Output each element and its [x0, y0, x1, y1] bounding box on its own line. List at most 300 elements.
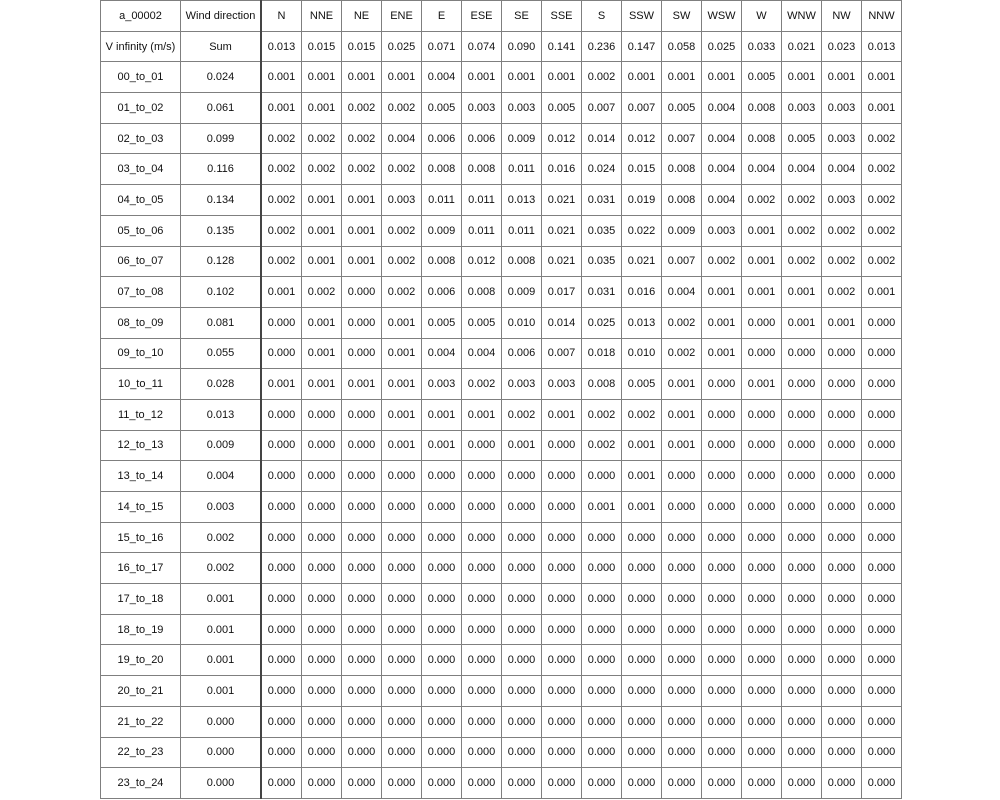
frequency-cell: 0.000	[822, 645, 862, 676]
frequency-cell: 0.009	[422, 215, 462, 246]
frequency-cell: 0.005	[622, 369, 662, 400]
frequency-cell: 0.002	[742, 185, 782, 216]
frequency-cell: 0.000	[342, 492, 382, 523]
frequency-cell: 0.001	[462, 399, 502, 430]
frequency-cell: 0.002	[261, 215, 302, 246]
frequency-cell: 0.001	[382, 399, 422, 430]
frequency-cell: 0.007	[582, 93, 622, 124]
direction-sum-cell: 0.147	[622, 31, 662, 62]
frequency-cell: 0.000	[261, 307, 302, 338]
frequency-cell: 0.003	[702, 215, 742, 246]
frequency-cell: 0.001	[542, 399, 582, 430]
frequency-cell: 0.009	[502, 277, 542, 308]
frequency-cell: 0.000	[582, 737, 622, 768]
row-sum-cell: 0.061	[181, 93, 262, 124]
frequency-cell: 0.001	[622, 430, 662, 461]
row-sum-cell: 0.001	[181, 645, 262, 676]
speed-bin-label: 03_to_04	[101, 154, 181, 185]
frequency-cell: 0.000	[862, 676, 902, 707]
frequency-cell: 0.000	[261, 737, 302, 768]
frequency-cell: 0.000	[742, 737, 782, 768]
frequency-cell: 0.002	[302, 123, 342, 154]
frequency-cell: 0.002	[302, 277, 342, 308]
frequency-cell: 0.001	[782, 307, 822, 338]
frequency-cell: 0.001	[261, 369, 302, 400]
frequency-cell: 0.000	[822, 492, 862, 523]
frequency-cell: 0.001	[742, 277, 782, 308]
frequency-cell: 0.035	[582, 246, 622, 277]
frequency-cell: 0.001	[342, 62, 382, 93]
frequency-cell: 0.004	[822, 154, 862, 185]
frequency-cell: 0.000	[462, 430, 502, 461]
frequency-cell: 0.000	[582, 768, 622, 799]
direction-header: ESE	[462, 1, 502, 32]
frequency-cell: 0.000	[342, 399, 382, 430]
row-sum-cell: 0.135	[181, 215, 262, 246]
frequency-cell: 0.000	[462, 584, 502, 615]
frequency-cell: 0.002	[342, 154, 382, 185]
frequency-cell: 0.000	[342, 277, 382, 308]
frequency-cell: 0.001	[582, 492, 622, 523]
frequency-cell: 0.000	[662, 768, 702, 799]
frequency-cell: 0.002	[622, 399, 662, 430]
row-sum-cell: 0.013	[181, 399, 262, 430]
frequency-cell: 0.008	[662, 185, 702, 216]
frequency-cell: 0.000	[302, 676, 342, 707]
frequency-cell: 0.000	[382, 737, 422, 768]
frequency-cell: 0.001	[702, 62, 742, 93]
frequency-cell: 0.001	[382, 62, 422, 93]
frequency-cell: 0.003	[542, 369, 582, 400]
frequency-cell: 0.000	[782, 706, 822, 737]
frequency-cell: 0.001	[782, 62, 822, 93]
frequency-cell: 0.000	[622, 522, 662, 553]
frequency-cell: 0.000	[342, 461, 382, 492]
frequency-cell: 0.022	[622, 215, 662, 246]
frequency-cell: 0.001	[342, 215, 382, 246]
frequency-cell: 0.031	[582, 185, 622, 216]
frequency-cell: 0.002	[662, 338, 702, 369]
direction-sum-cell: 0.141	[542, 31, 582, 62]
frequency-cell: 0.000	[542, 584, 582, 615]
frequency-cell: 0.000	[662, 492, 702, 523]
frequency-cell: 0.000	[382, 461, 422, 492]
speed-bin-label: 12_to_13	[101, 430, 181, 461]
frequency-cell: 0.000	[782, 461, 822, 492]
frequency-cell: 0.000	[302, 461, 342, 492]
frequency-cell: 0.000	[862, 307, 902, 338]
frequency-cell: 0.001	[662, 399, 702, 430]
frequency-cell: 0.000	[742, 399, 782, 430]
frequency-cell: 0.000	[382, 584, 422, 615]
table-row	[101, 307, 902, 338]
row-sum-cell: 0.102	[181, 277, 262, 308]
frequency-cell: 0.004	[702, 123, 742, 154]
frequency-cell: 0.000	[422, 737, 462, 768]
frequency-cell: 0.000	[862, 522, 902, 553]
speed-bin-label: 10_to_11	[101, 369, 181, 400]
frequency-cell: 0.002	[502, 399, 542, 430]
direction-header: WNW	[782, 1, 822, 32]
frequency-cell: 0.000	[822, 430, 862, 461]
frequency-cell: 0.003	[502, 93, 542, 124]
frequency-cell: 0.000	[662, 522, 702, 553]
frequency-cell: 0.000	[822, 584, 862, 615]
frequency-cell: 0.000	[862, 492, 902, 523]
frequency-cell: 0.004	[422, 62, 462, 93]
frequency-cell: 0.002	[382, 215, 422, 246]
frequency-cell: 0.002	[822, 246, 862, 277]
direction-header: NNW	[862, 1, 902, 32]
frequency-cell: 0.002	[582, 399, 622, 430]
frequency-cell: 0.000	[302, 645, 342, 676]
speed-bin-label: 07_to_08	[101, 277, 181, 308]
direction-sum-cell: 0.025	[702, 31, 742, 62]
frequency-cell: 0.008	[582, 369, 622, 400]
frequency-cell: 0.001	[342, 369, 382, 400]
frequency-cell: 0.000	[382, 706, 422, 737]
frequency-cell: 0.000	[822, 614, 862, 645]
frequency-cell: 0.004	[422, 338, 462, 369]
frequency-cell: 0.000	[342, 614, 382, 645]
frequency-cell: 0.009	[662, 215, 702, 246]
frequency-cell: 0.000	[702, 737, 742, 768]
frequency-cell: 0.000	[261, 706, 302, 737]
frequency-cell: 0.000	[502, 768, 542, 799]
frequency-cell: 0.000	[422, 768, 462, 799]
row-sum-cell: 0.000	[181, 706, 262, 737]
frequency-cell: 0.005	[742, 62, 782, 93]
frequency-cell: 0.000	[462, 676, 502, 707]
frequency-cell: 0.000	[502, 522, 542, 553]
frequency-cell: 0.001	[302, 307, 342, 338]
frequency-cell: 0.005	[422, 93, 462, 124]
frequency-cell: 0.001	[302, 338, 342, 369]
frequency-cell: 0.001	[342, 185, 382, 216]
frequency-cell: 0.000	[782, 338, 822, 369]
speed-bin-label: 22_to_23	[101, 737, 181, 768]
frequency-cell: 0.012	[542, 123, 582, 154]
frequency-cell: 0.000	[422, 645, 462, 676]
table-row	[101, 246, 902, 277]
table-row	[101, 338, 902, 369]
frequency-cell: 0.014	[542, 307, 582, 338]
frequency-cell: 0.001	[742, 369, 782, 400]
frequency-cell: 0.002	[302, 154, 342, 185]
direction-sum-cell: 0.025	[382, 31, 422, 62]
frequency-cell: 0.000	[662, 461, 702, 492]
frequency-cell: 0.000	[662, 737, 702, 768]
frequency-cell: 0.031	[582, 277, 622, 308]
frequency-cell: 0.000	[382, 768, 422, 799]
frequency-cell: 0.000	[342, 645, 382, 676]
frequency-cell: 0.000	[622, 614, 662, 645]
speed-bin-label: 02_to_03	[101, 123, 181, 154]
frequency-cell: 0.000	[542, 676, 582, 707]
frequency-cell: 0.000	[542, 461, 582, 492]
frequency-cell: 0.000	[462, 614, 502, 645]
frequency-cell: 0.000	[702, 461, 742, 492]
frequency-cell: 0.024	[582, 154, 622, 185]
frequency-cell: 0.001	[702, 338, 742, 369]
frequency-cell: 0.001	[382, 307, 422, 338]
frequency-cell: 0.005	[422, 307, 462, 338]
frequency-cell: 0.000	[542, 553, 582, 584]
frequency-cell: 0.000	[622, 584, 662, 615]
frequency-cell: 0.003	[822, 123, 862, 154]
frequency-cell: 0.008	[422, 154, 462, 185]
frequency-cell: 0.000	[782, 614, 822, 645]
frequency-cell: 0.001	[462, 62, 502, 93]
frequency-cell: 0.000	[702, 430, 742, 461]
direction-sum-cell: 0.013	[261, 31, 302, 62]
direction-sum-cell: 0.071	[422, 31, 462, 62]
frequency-cell: 0.001	[261, 93, 302, 124]
table-row	[101, 737, 902, 768]
frequency-cell: 0.000	[782, 492, 822, 523]
row-sum-cell: 0.081	[181, 307, 262, 338]
frequency-cell: 0.000	[342, 584, 382, 615]
frequency-cell: 0.004	[382, 123, 422, 154]
frequency-cell: 0.000	[261, 430, 302, 461]
frequency-cell: 0.002	[261, 123, 302, 154]
frequency-cell: 0.000	[862, 706, 902, 737]
frequency-cell: 0.000	[302, 522, 342, 553]
frequency-cell: 0.008	[422, 246, 462, 277]
frequency-cell: 0.002	[862, 154, 902, 185]
frequency-cell: 0.004	[702, 154, 742, 185]
frequency-cell: 0.000	[862, 737, 902, 768]
speed-bin-label: 04_to_05	[101, 185, 181, 216]
table-row	[101, 215, 902, 246]
frequency-cell: 0.000	[622, 768, 662, 799]
frequency-cell: 0.001	[261, 277, 302, 308]
direction-header: NE	[342, 1, 382, 32]
frequency-cell: 0.000	[582, 584, 622, 615]
frequency-cell: 0.000	[302, 614, 342, 645]
frequency-cell: 0.000	[462, 768, 502, 799]
row-sum-cell: 0.116	[181, 154, 262, 185]
frequency-cell: 0.010	[502, 307, 542, 338]
frequency-cell: 0.001	[822, 62, 862, 93]
frequency-cell: 0.000	[261, 614, 302, 645]
frequency-cell: 0.006	[462, 123, 502, 154]
frequency-cell: 0.002	[862, 123, 902, 154]
frequency-cell: 0.001	[302, 246, 342, 277]
table-row	[101, 369, 902, 400]
frequency-cell: 0.001	[662, 369, 702, 400]
frequency-cell: 0.001	[622, 62, 662, 93]
row-sum-cell: 0.003	[181, 492, 262, 523]
speed-bin-label: 15_to_16	[101, 522, 181, 553]
speed-bin-label: 18_to_19	[101, 614, 181, 645]
frequency-cell: 0.000	[862, 645, 902, 676]
frequency-cell: 0.000	[261, 553, 302, 584]
frequency-cell: 0.000	[702, 369, 742, 400]
frequency-cell: 0.000	[622, 676, 662, 707]
direction-header: W	[742, 1, 782, 32]
frequency-cell: 0.000	[742, 430, 782, 461]
frequency-cell: 0.001	[662, 62, 702, 93]
frequency-cell: 0.000	[662, 614, 702, 645]
frequency-cell: 0.001	[422, 430, 462, 461]
frequency-cell: 0.000	[782, 676, 822, 707]
speed-bin-label: 06_to_07	[101, 246, 181, 277]
direction-sum-cell: 0.021	[782, 31, 822, 62]
frequency-cell: 0.000	[342, 676, 382, 707]
speed-bin-label: 16_to_17	[101, 553, 181, 584]
frequency-cell: 0.001	[302, 185, 342, 216]
direction-sum-cell: 0.023	[822, 31, 862, 62]
frequency-cell: 0.000	[862, 461, 902, 492]
frequency-cell: 0.002	[462, 369, 502, 400]
frequency-cell: 0.000	[742, 768, 782, 799]
frequency-cell: 0.000	[422, 676, 462, 707]
table-row	[101, 93, 902, 124]
frequency-cell: 0.001	[742, 215, 782, 246]
frequency-cell: 0.004	[662, 277, 702, 308]
frequency-cell: 0.000	[382, 522, 422, 553]
frequency-cell: 0.000	[502, 737, 542, 768]
frequency-cell: 0.014	[582, 123, 622, 154]
frequency-cell: 0.000	[782, 399, 822, 430]
frequency-cell: 0.000	[342, 522, 382, 553]
frequency-cell: 0.000	[502, 706, 542, 737]
frequency-cell: 0.004	[782, 154, 822, 185]
speed-header: V infinity (m/s)	[101, 31, 181, 62]
frequency-cell: 0.001	[702, 277, 742, 308]
header-row	[101, 1, 902, 32]
frequency-cell: 0.010	[622, 338, 662, 369]
row-sum-cell: 0.134	[181, 185, 262, 216]
frequency-cell: 0.000	[422, 522, 462, 553]
frequency-cell: 0.021	[542, 185, 582, 216]
row-sum-cell: 0.004	[181, 461, 262, 492]
row-sum-cell: 0.009	[181, 430, 262, 461]
frequency-cell: 0.008	[462, 277, 502, 308]
frequency-cell: 0.021	[542, 246, 582, 277]
frequency-cell: 0.001	[382, 338, 422, 369]
frequency-cell: 0.008	[502, 246, 542, 277]
frequency-cell: 0.001	[782, 277, 822, 308]
frequency-cell: 0.004	[702, 185, 742, 216]
frequency-cell: 0.000	[462, 737, 502, 768]
frequency-cell: 0.000	[342, 737, 382, 768]
frequency-cell: 0.000	[261, 338, 302, 369]
table-row	[101, 706, 902, 737]
frequency-cell: 0.003	[502, 369, 542, 400]
frequency-cell: 0.002	[862, 215, 902, 246]
frequency-cell: 0.008	[742, 123, 782, 154]
frequency-cell: 0.000	[742, 522, 782, 553]
frequency-cell: 0.002	[822, 277, 862, 308]
frequency-cell: 0.016	[622, 277, 662, 308]
frequency-cell: 0.000	[422, 584, 462, 615]
frequency-cell: 0.001	[302, 369, 342, 400]
frequency-cell: 0.000	[422, 492, 462, 523]
row-sum-cell: 0.002	[181, 522, 262, 553]
frequency-cell: 0.009	[502, 123, 542, 154]
frequency-cell: 0.000	[382, 676, 422, 707]
frequency-cell: 0.000	[261, 676, 302, 707]
frequency-cell: 0.011	[462, 185, 502, 216]
frequency-cell: 0.005	[462, 307, 502, 338]
direction-sum-cell: 0.236	[582, 31, 622, 62]
frequency-cell: 0.007	[542, 338, 582, 369]
frequency-cell: 0.000	[702, 706, 742, 737]
frequency-cell: 0.000	[542, 492, 582, 523]
frequency-cell: 0.000	[261, 492, 302, 523]
frequency-cell: 0.017	[542, 277, 582, 308]
row-sum-cell: 0.000	[181, 768, 262, 799]
direction-header: SE	[502, 1, 542, 32]
frequency-cell: 0.011	[502, 154, 542, 185]
table-row	[101, 154, 902, 185]
frequency-cell: 0.002	[582, 430, 622, 461]
speed-bin-label: 08_to_09	[101, 307, 181, 338]
row-sum-cell: 0.055	[181, 338, 262, 369]
frequency-cell: 0.012	[622, 123, 662, 154]
frequency-cell: 0.002	[342, 93, 382, 124]
frequency-cell: 0.001	[862, 93, 902, 124]
frequency-cell: 0.000	[822, 737, 862, 768]
frequency-cell: 0.006	[422, 277, 462, 308]
frequency-cell: 0.000	[662, 706, 702, 737]
table-row	[101, 553, 902, 584]
frequency-cell: 0.000	[582, 461, 622, 492]
frequency-cell: 0.000	[622, 553, 662, 584]
frequency-cell: 0.002	[261, 246, 302, 277]
frequency-cell: 0.000	[702, 645, 742, 676]
direction-header: S	[582, 1, 622, 32]
frequency-cell: 0.000	[462, 706, 502, 737]
speed-bin-label: 09_to_10	[101, 338, 181, 369]
frequency-cell: 0.002	[822, 215, 862, 246]
frequency-cell: 0.001	[702, 307, 742, 338]
frequency-cell: 0.000	[782, 522, 822, 553]
row-sum-cell: 0.128	[181, 246, 262, 277]
frequency-cell: 0.002	[342, 123, 382, 154]
frequency-cell: 0.000	[382, 645, 422, 676]
frequency-cell: 0.000	[742, 553, 782, 584]
frequency-cell: 0.000	[542, 737, 582, 768]
row-sum-cell: 0.001	[181, 614, 262, 645]
frequency-cell: 0.002	[582, 62, 622, 93]
speed-bin-label: 19_to_20	[101, 645, 181, 676]
frequency-cell: 0.000	[502, 584, 542, 615]
wind-direction-header: Wind direction	[181, 1, 262, 32]
frequency-cell: 0.001	[742, 246, 782, 277]
frequency-cell: 0.000	[582, 614, 622, 645]
frequency-cell: 0.000	[382, 553, 422, 584]
table-row	[101, 277, 902, 308]
frequency-cell: 0.000	[862, 338, 902, 369]
frequency-cell: 0.000	[782, 430, 822, 461]
speed-bin-label: 05_to_06	[101, 215, 181, 246]
frequency-cell: 0.013	[502, 185, 542, 216]
frequency-cell: 0.001	[342, 246, 382, 277]
frequency-cell: 0.013	[622, 307, 662, 338]
speed-bin-label: 11_to_12	[101, 399, 181, 430]
frequency-cell: 0.000	[502, 492, 542, 523]
frequency-cell: 0.007	[662, 246, 702, 277]
frequency-cell: 0.000	[622, 645, 662, 676]
speed-bin-label: 13_to_14	[101, 461, 181, 492]
frequency-cell: 0.000	[462, 522, 502, 553]
frequency-cell: 0.000	[342, 706, 382, 737]
frequency-cell: 0.000	[422, 553, 462, 584]
frequency-cell: 0.003	[422, 369, 462, 400]
